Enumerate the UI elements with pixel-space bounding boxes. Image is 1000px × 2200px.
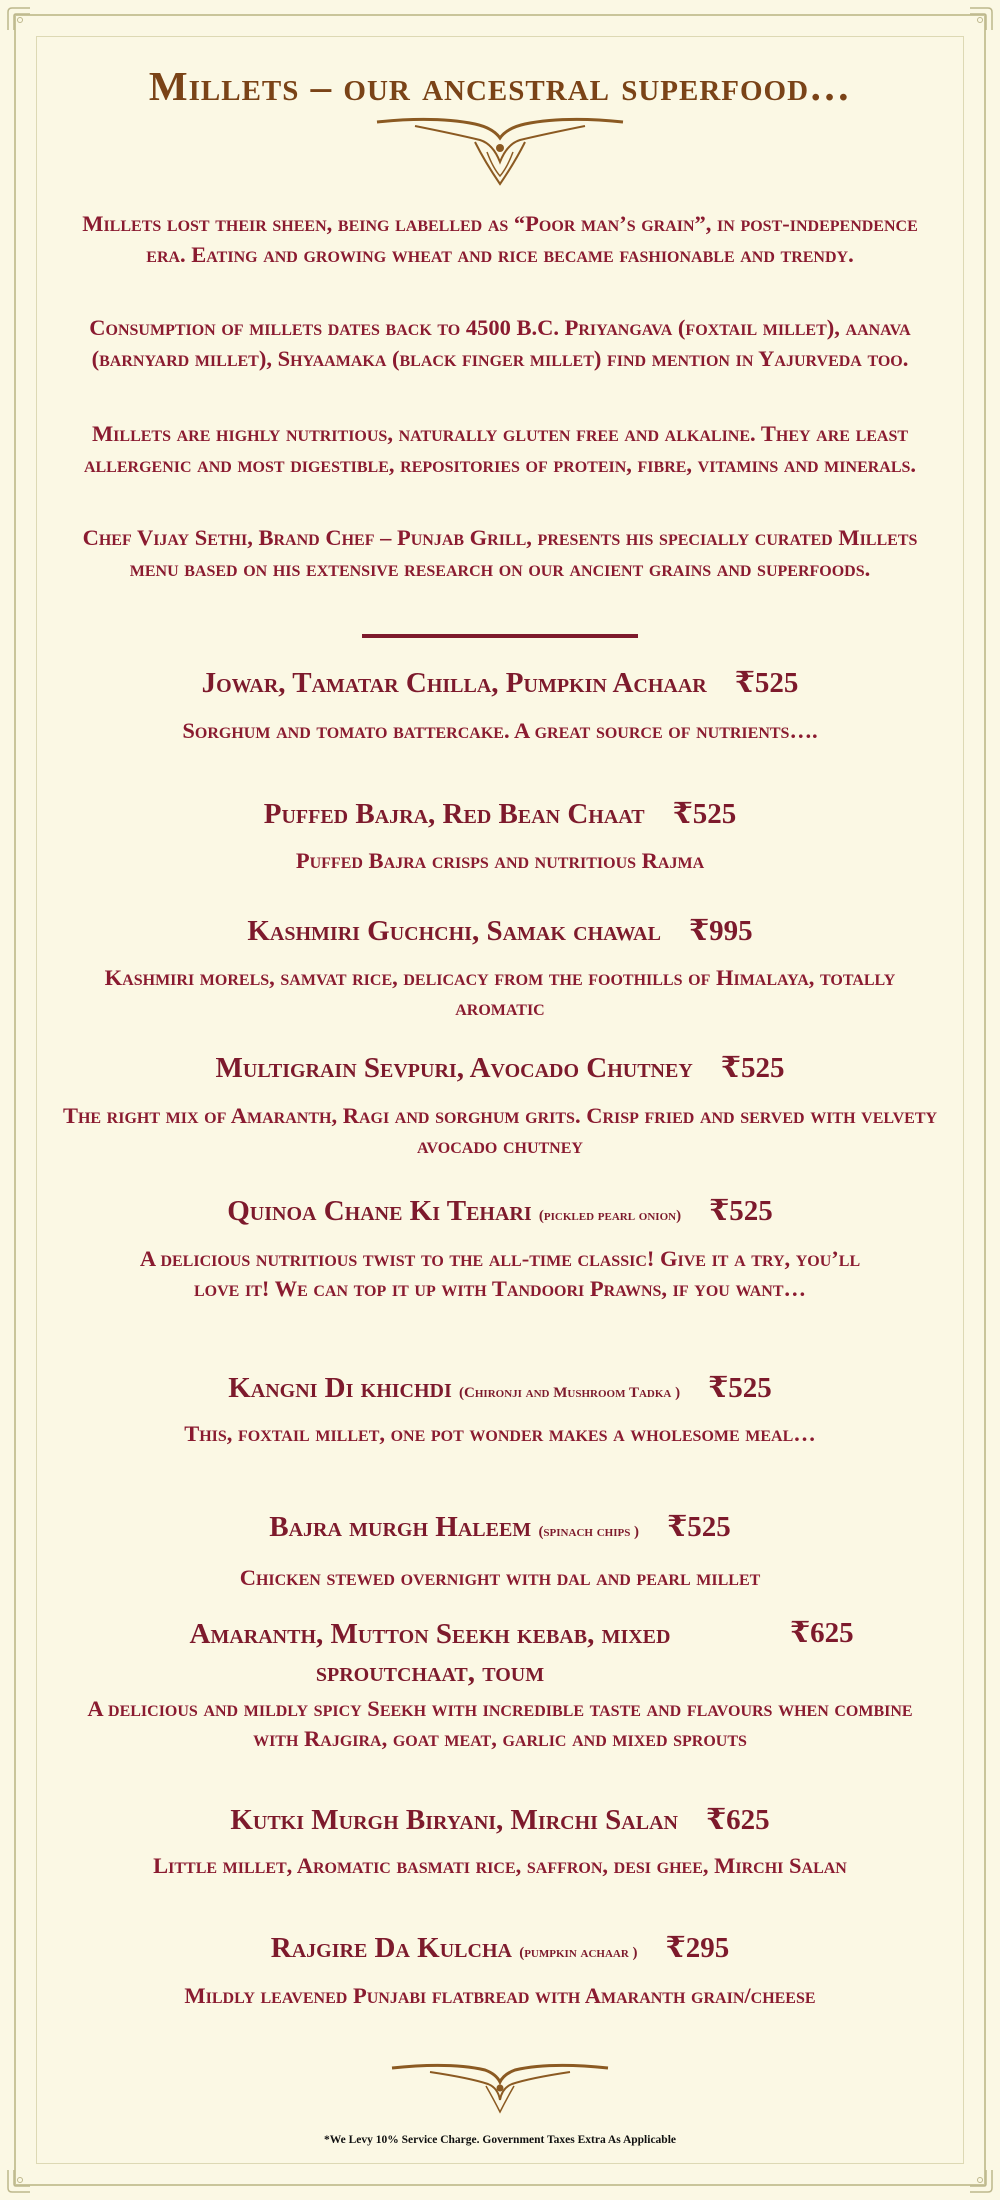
- dish-note: (spinach chips ): [538, 1524, 640, 1540]
- corner-flourish-icon: [4, 4, 34, 34]
- menu-item-name: [60, 1050, 940, 1085]
- dish-price: ₹525: [672, 798, 737, 830]
- menu-item-description: Kashmiri morels, samvat rice, delicacy from the foothills of Himalaya, totally aromatic: [104, 965, 896, 1020]
- dish-price: ₹625: [705, 1804, 770, 1836]
- intro-paragraph: Millets are highly nutritious, naturally gluten free and alkaline. They are least allergenic and most digestible, repositories of protein, fibre, vitamins and minerals.: [83, 421, 917, 477]
- dish-note: (pumpkin achaar ): [519, 1945, 638, 1961]
- intro-paragraph: Consumption of millets dates back to 4500 B.C. Priyangava (foxtail millet), aanava (barnyard millet), Shyaamaka (black finger millet) find mention in Yajurveda too.: [89, 315, 911, 371]
- dish-note: (pickled pearl onion): [538, 1208, 682, 1224]
- menu-item-name: Amaranth, Mutton Seekh kebab, mixed sproutchaat, toum: [189, 1618, 671, 1688]
- menu-item-name: [60, 796, 940, 831]
- service-charge-note: *We Levy 10% Service Charge. Government Taxes Extra As Applicable: [323, 2134, 676, 2146]
- section-divider: [362, 634, 638, 638]
- menu-item-description: A delicious and mildly spicy Seekh with incredible taste and flavours when combine with Rajgira, goat meat, garlic and mixed sprouts: [87, 1696, 913, 1751]
- dish-name: Kashmiri Guchchi, Samak chawal: [247, 915, 661, 947]
- dish-name: Quinoa Chane Ki Tehari: [227, 1195, 532, 1227]
- intro-paragraph: Millets lost their sheen, being labelled as “Poor man’s grain”, in post-independence era. Eating and growing wheat and rice became fashionable and trendy.: [82, 211, 918, 267]
- menu-item-description: Sorghum and tomato battercake. A great source of nutrients….: [182, 718, 818, 743]
- corner-flourish-icon: [966, 2166, 996, 2196]
- menu-item-name: [60, 1509, 940, 1544]
- ornament-divider-icon: [375, 112, 625, 192]
- dish-price: ₹525: [709, 1195, 773, 1227]
- dish-name: Jowar, Tamatar Chilla, Pumpkin Achaar: [201, 667, 707, 699]
- dish-name: Rajgire Da Kulcha: [270, 1932, 512, 1964]
- dish-name: Bajra murgh Haleem: [269, 1511, 532, 1543]
- menu-item-description: Little millet, Aromatic basmati rice, saffron, desi ghee, Mirchi Salan: [153, 1853, 847, 1878]
- menu-item-name: [60, 1930, 940, 1965]
- dish-name: Multigrain Sevpuri, Avocado Chutney: [215, 1052, 693, 1084]
- menu-item-description: Puffed Bajra crisps and nutritious Rajma: [295, 848, 705, 873]
- corner-flourish-icon: [4, 2166, 34, 2196]
- corner-flourish-icon: [966, 4, 996, 34]
- dish-name: Kangni Di khichdi: [228, 1372, 452, 1404]
- menu-item-description: Mildly leavened Punjabi flatbread with Amaranth grain/cheese: [184, 1983, 816, 2008]
- menu-item-description: The right mix of Amaranth, Ragi and sorghum grits. Crisp fried and served with velvety avocado chutney: [62, 1103, 938, 1158]
- ornament-divider-icon: [390, 2060, 610, 2116]
- dish-price: ₹525: [734, 667, 799, 699]
- dish-price: ₹995: [688, 915, 753, 947]
- dish-price: ₹625: [790, 1617, 854, 1649]
- dish-price: ₹295: [665, 1932, 730, 1964]
- dish-price: ₹525: [708, 1372, 772, 1404]
- menu-item-description: A delicious nutritious twist to the all-time classic! Give it a try, you’ll love it! We can top it up with Tandoori Prawns, if you want…: [139, 1246, 861, 1301]
- menu-item-name: [60, 1802, 940, 1837]
- dish-name: Kutki Murgh Biryani, Mirchi Salan: [230, 1804, 678, 1836]
- dish-note: (Chironji and Mushroom Tadka ): [459, 1385, 681, 1401]
- intro-paragraph: Chef Vijay Sethi, Brand Chef – Punjab Grill, presents his specially curated Millets menu based on his extensive research on our ancient grains and superfoods.: [82, 525, 918, 581]
- menu-item-name: [60, 1193, 940, 1228]
- menu-title: Millets – our ancestral superfood…: [148, 63, 852, 109]
- menu-item-description: Chicken stewed overnight with dal and pearl millet: [239, 1565, 761, 1590]
- menu-item-name: [60, 665, 940, 700]
- dish-price: ₹525: [667, 1511, 731, 1543]
- menu-item-name: [60, 913, 940, 948]
- dish-price: ₹525: [720, 1052, 785, 1084]
- menu-item-name: [60, 1370, 940, 1405]
- dish-name: Puffed Bajra, Red Bean Chaat: [263, 798, 645, 830]
- menu-item-description: This, foxtail millet, one pot wonder makes a wholesome meal…: [184, 1421, 816, 1446]
